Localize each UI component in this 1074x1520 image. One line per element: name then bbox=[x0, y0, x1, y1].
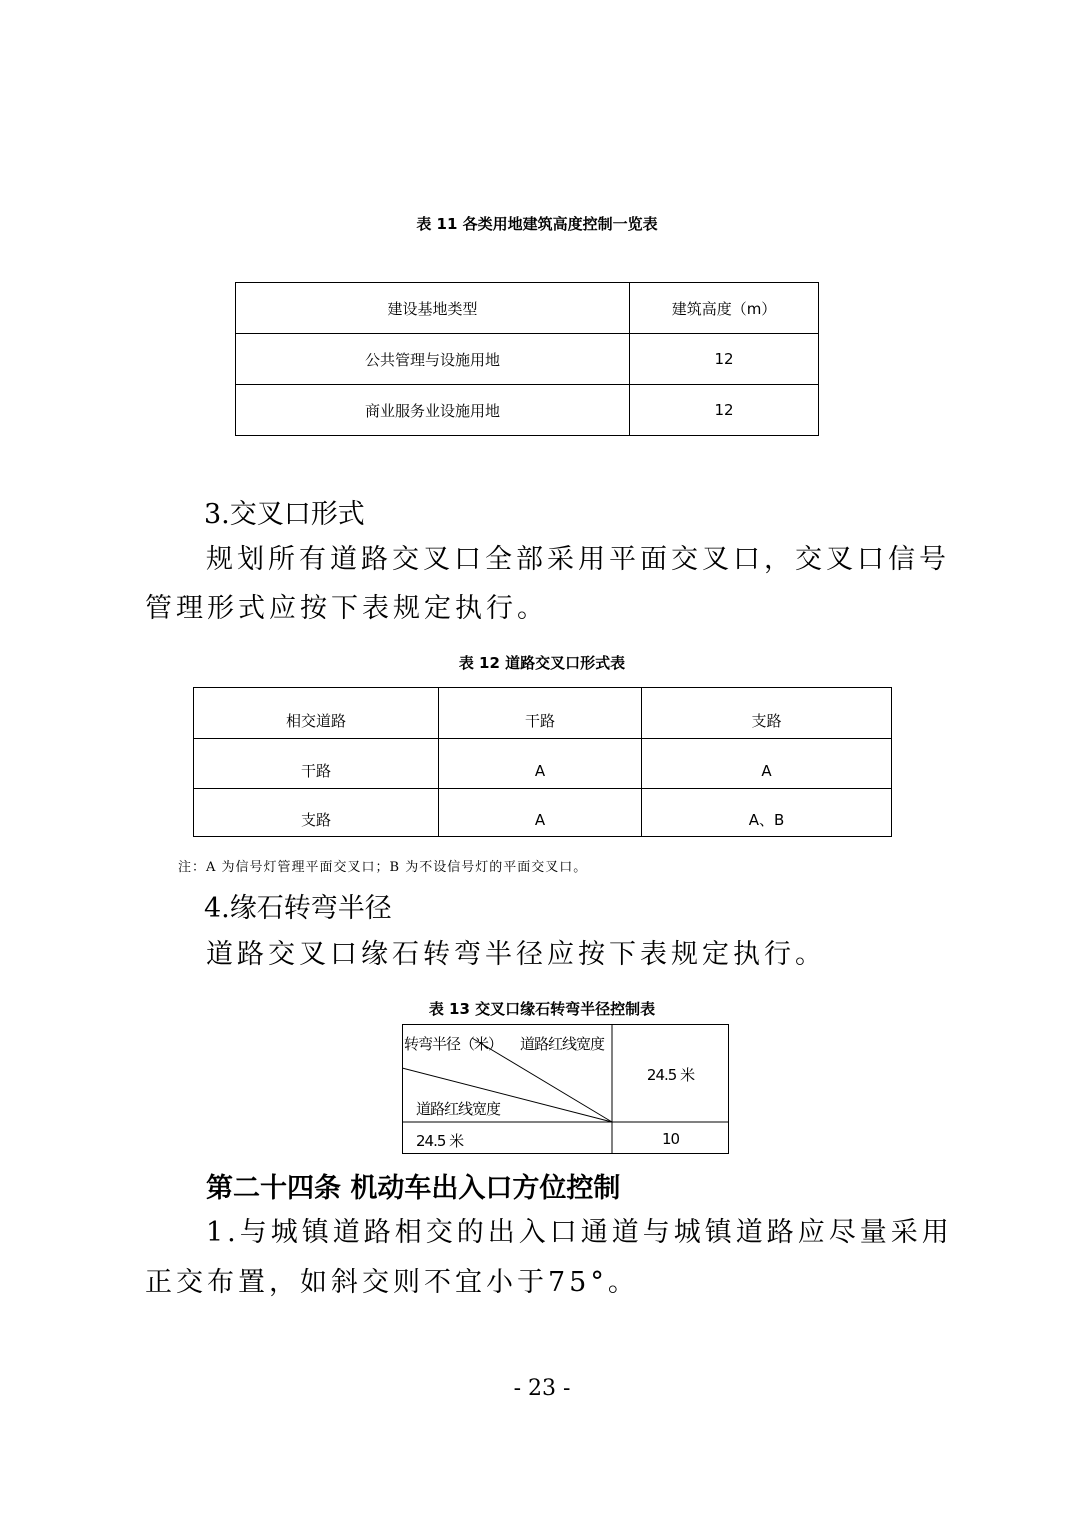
table11-header-type: 建设基地类型 bbox=[236, 283, 630, 334]
table11-header-row bbox=[236, 283, 819, 334]
page-number: - 23 - bbox=[513, 1376, 571, 1401]
table11-cell: 商业服务业设施用地 bbox=[236, 385, 630, 436]
table11-caption: 表 11 各类用地建筑高度控制一览表 bbox=[416, 215, 658, 233]
table12-cell: A、B bbox=[642, 789, 892, 837]
table12-cell: 支路 bbox=[194, 789, 439, 837]
table12-header-road: 相交道路 bbox=[194, 688, 439, 739]
table-row bbox=[194, 739, 892, 789]
table11-cell: 公共管理与设施用地 bbox=[236, 334, 630, 385]
section4-heading: 4.缘石转弯半径 bbox=[204, 893, 392, 924]
table13-diag-top-right: 道路红线宽度 bbox=[520, 1035, 605, 1053]
table13-row-header: 24.5 米 bbox=[416, 1132, 464, 1150]
table12-cell: A bbox=[642, 739, 892, 789]
table12-note: 注：A 为信号灯管理平面交叉口；B 为不设信号灯的平面交叉口。 bbox=[178, 860, 588, 875]
table12-header-row bbox=[194, 688, 892, 739]
table11 bbox=[235, 282, 819, 436]
table-row bbox=[194, 789, 892, 837]
table13-col-header: 24.5 米 bbox=[646, 1066, 695, 1084]
table12 bbox=[193, 687, 892, 837]
table-row bbox=[236, 385, 819, 436]
table13-diag-top-left: 转弯半径（米） bbox=[404, 1035, 503, 1053]
table12-header-branch: 支路 bbox=[642, 688, 892, 739]
section3-heading: 3.交叉口形式 bbox=[204, 499, 365, 530]
article24-para-line1: 1.与城镇道路相交的出入口通道与城镇道路应尽量采用 bbox=[206, 1217, 953, 1248]
table12-cell: A bbox=[439, 739, 642, 789]
table12-cell: 干路 bbox=[194, 739, 439, 789]
table13-value: 10 bbox=[661, 1130, 680, 1148]
table13-diag-bottom: 道路红线宽度 bbox=[416, 1100, 501, 1118]
section3-para-line2: 管理形式应按下表规定执行。 bbox=[145, 593, 548, 624]
table13 bbox=[402, 1024, 729, 1154]
table11-header-height: 建筑高度（m） bbox=[630, 283, 819, 334]
article24-para-line2: 正交布置，如斜交则不宜小于75°。 bbox=[145, 1267, 639, 1298]
table11-cell: 12 bbox=[630, 385, 819, 436]
table12-header-arterial: 干路 bbox=[439, 688, 642, 739]
table12-caption: 表 12 道路交叉口形式表 bbox=[458, 654, 626, 672]
article24-heading: 第二十四条 机动车出入口方位控制 bbox=[206, 1173, 621, 1204]
table-row bbox=[236, 334, 819, 385]
section3-para-line1: 规划所有道路交叉口全部采用平面交叉口，交叉口信号 bbox=[206, 544, 950, 575]
table12-cell: A bbox=[439, 789, 642, 837]
section4-para: 道路交叉口缘石转弯半径应按下表规定执行。 bbox=[206, 939, 826, 970]
table13-caption: 表 13 交叉口缘石转弯半径控制表 bbox=[428, 1000, 656, 1018]
table11-cell: 12 bbox=[630, 334, 819, 385]
